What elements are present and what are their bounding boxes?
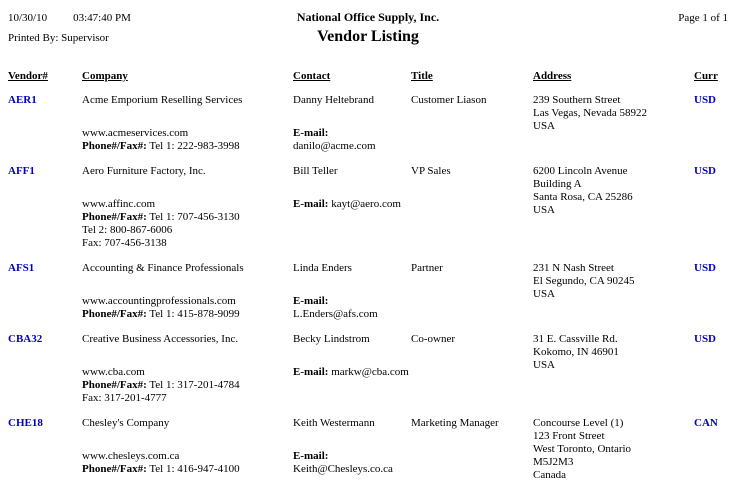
vendor-address-cell	[533, 94, 694, 153]
vendor-title: VP Sales	[411, 165, 451, 177]
vendor-contact: Becky Lindstrom	[293, 333, 370, 345]
col-header-contact: Contact	[293, 70, 331, 82]
vendor-phone-line2: Tel 2: 800-867-6006	[82, 224, 173, 236]
vendor-currency: CAN	[694, 417, 718, 429]
report-title: Vendor Listing	[317, 28, 419, 45]
vendor-code: AER1	[8, 94, 37, 106]
email-label: E-mail:	[293, 366, 329, 378]
vendor-phone-line	[82, 140, 293, 153]
vendor-contact-cell	[293, 165, 411, 250]
email-value: kayt@aero.com	[331, 198, 401, 210]
vendor-phone-line	[82, 379, 293, 392]
vendor-contact-cell	[293, 417, 411, 482]
vendor-company-cell	[82, 262, 293, 321]
vendor-row	[8, 262, 728, 321]
email-value: Keith@Chesleys.co.ca	[293, 463, 393, 475]
address-line: 239 Southern Street	[533, 94, 621, 106]
vendor-contact: Linda Enders	[293, 262, 352, 274]
email-value: markw@cba.com	[331, 366, 409, 378]
col-header-vendor: Vendor#	[8, 70, 48, 82]
email-value: danilo@acme.com	[293, 140, 376, 152]
vendor-company: Aero Furniture Factory, Inc.	[82, 165, 206, 177]
vendor-code: CHE18	[8, 417, 43, 429]
vendor-email-line	[293, 198, 411, 211]
col-header-curr: Curr	[694, 70, 718, 82]
address-line: M5J2M3	[533, 456, 574, 468]
address-line: 31 E. Cassville Rd.	[533, 333, 618, 345]
vendor-contact: Danny Heltebrand	[293, 94, 374, 106]
vendor-phone-line2: Fax: 317-201-4777	[82, 392, 167, 404]
vendor-address-cell	[533, 165, 694, 250]
report-date: 10/30/10	[8, 12, 48, 24]
address-line: 123 Front Street	[533, 430, 605, 442]
address-line: Concourse Level (1)	[533, 417, 624, 429]
report-datetime	[8, 12, 193, 24]
phone-label: Phone#/Fax#:	[82, 308, 147, 320]
vendor-email-line	[293, 450, 411, 476]
email-label: E-mail:	[293, 450, 329, 462]
vendor-company: Chesley's Company	[82, 417, 170, 429]
email-label: E-mail:	[293, 295, 329, 307]
phone-label: Phone#/Fax#:	[82, 140, 147, 152]
vendor-company: Accounting & Finance Professionals	[82, 262, 244, 274]
vendor-row	[8, 165, 728, 250]
vendor-contact-cell	[293, 333, 411, 405]
vendor-row	[8, 94, 728, 153]
vendor-currency: USD	[694, 262, 717, 274]
phone-value: Tel 1: 222-983-3998	[149, 140, 240, 152]
phone-label: Phone#/Fax#:	[82, 211, 147, 223]
report-header-row2	[8, 25, 728, 46]
phone-value: Tel 1: 317-201-4784	[149, 379, 240, 391]
address-line: Kokomo, IN 46901	[533, 346, 619, 358]
address-line: USA	[533, 359, 556, 371]
vendor-website: www.chesleys.com.ca	[82, 450, 180, 462]
vendor-website: www.affinc.com	[82, 198, 156, 210]
vendor-company: Creative Business Accessories, Inc.	[82, 333, 239, 345]
col-header-company: Company	[82, 70, 128, 82]
vendor-code: CBA32	[8, 333, 43, 345]
vendor-code: AFF1	[8, 165, 35, 177]
address-line: Santa Rosa, CA 25286	[533, 191, 633, 203]
vendor-website: www.acmeservices.com	[82, 127, 189, 139]
vendor-phone-line	[82, 463, 293, 476]
vendor-website: www.cba.com	[82, 366, 145, 378]
vendor-title: Co-owner	[411, 333, 455, 345]
vendor-title: Customer Liason	[411, 94, 487, 106]
vendor-email-line	[293, 366, 411, 379]
address-line: El Segundo, CA 90245	[533, 275, 635, 287]
vendor-website: www.accountingprofessionals.com	[82, 295, 236, 307]
phone-value: Tel 1: 415-878-9099	[149, 308, 240, 320]
col-header-address: Address	[533, 70, 572, 82]
vendor-row	[8, 417, 728, 482]
page-indicator: Page 1 of 1	[678, 12, 728, 24]
vendor-row	[8, 333, 728, 405]
address-line: Las Vegas, Nevada 58922	[533, 107, 648, 119]
vendor-email-line	[293, 127, 411, 153]
col-header-title: Title	[411, 70, 433, 82]
vendor-currency: USD	[694, 333, 717, 345]
address-line: USA	[533, 288, 556, 300]
vendor-company-cell	[82, 417, 293, 482]
address-line: Building A	[533, 178, 582, 190]
vendor-phone-line	[82, 211, 293, 224]
vendor-code: AFS1	[8, 262, 35, 274]
address-line: 6200 Lincoln Avenue	[533, 165, 628, 177]
vendor-address-cell	[533, 333, 694, 405]
address-line: Canada	[533, 469, 566, 481]
vendor-contact-cell	[293, 94, 411, 153]
vendor-company: Acme Emporium Reselling Services	[82, 94, 243, 106]
address-line: USA	[533, 120, 556, 132]
vendor-address-cell	[533, 417, 694, 482]
address-line: 231 N Nash Street	[533, 262, 614, 274]
phone-value: Tel 1: 416-947-4100	[149, 463, 240, 475]
phone-label: Phone#/Fax#:	[82, 379, 147, 391]
vendor-currency: USD	[694, 165, 717, 177]
vendor-title: Partner	[411, 262, 443, 274]
vendor-email-line	[293, 295, 411, 321]
email-value: L.Enders@afs.com	[293, 308, 378, 320]
printed-by: Printed By: Supervisor	[8, 32, 109, 44]
vendor-currency: USD	[694, 94, 717, 106]
phone-label: Phone#/Fax#:	[82, 463, 147, 475]
vendor-company-cell	[82, 94, 293, 153]
report-header-row1	[8, 10, 728, 25]
email-label: E-mail:	[293, 127, 329, 139]
vendor-company-cell	[82, 333, 293, 405]
vendor-address-cell	[533, 262, 694, 321]
email-label: E-mail:	[293, 198, 329, 210]
column-headers	[8, 70, 728, 82]
vendor-title: Marketing Manager	[411, 417, 499, 429]
vendor-contact-cell	[293, 262, 411, 321]
address-line: USA	[533, 204, 556, 216]
vendor-contact: Keith Westermann	[293, 417, 375, 429]
report-time: 03:47:40 PM	[73, 12, 131, 24]
company-name: National Office Supply, Inc.	[296, 10, 440, 24]
address-line: West Toronto, Ontario	[533, 443, 632, 455]
vendor-company-cell	[82, 165, 293, 250]
vendor-contact: Bill Teller	[293, 165, 338, 177]
vendor-phone-line	[82, 308, 293, 321]
phone-value: Tel 1: 707-456-3130	[149, 211, 240, 223]
vendor-phone-line3: Fax: 707-456-3138	[82, 237, 167, 249]
